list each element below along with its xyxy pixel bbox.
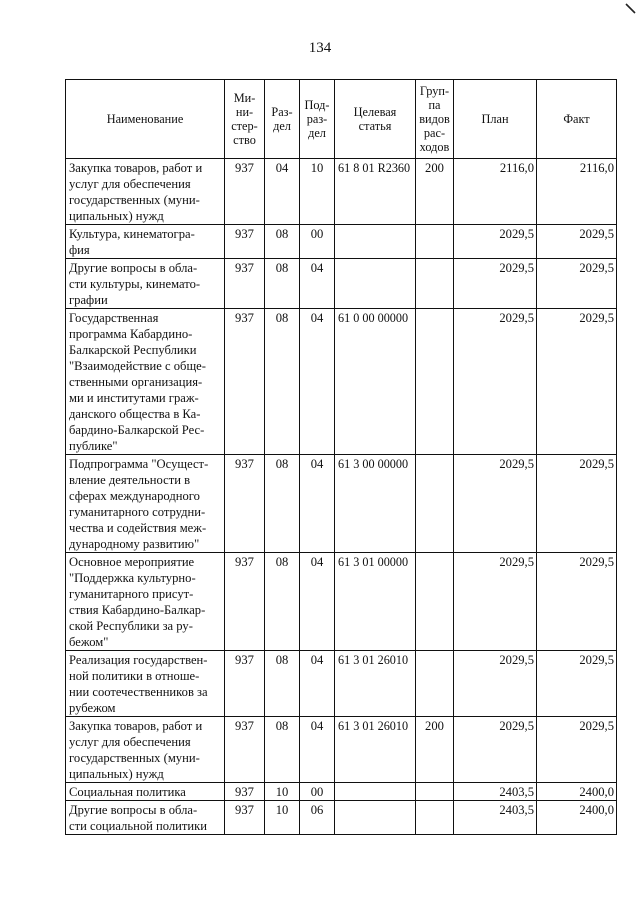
- cell-section: 08: [265, 259, 300, 309]
- cell-name: Реализация государствен- ной политики в отноше- нии соотечественников за рубежом: [66, 651, 225, 717]
- cell-subsection: 04: [300, 455, 335, 553]
- cell-article: 61 3 01 00000: [335, 553, 416, 651]
- cell-plan: 2116,0: [454, 159, 537, 225]
- cell-fact: 2029,5: [537, 309, 617, 455]
- table-row: [66, 801, 617, 835]
- cell-section: 08: [265, 309, 300, 455]
- cell-name: Подпрограмма "Осущест- вление деятельности в сферах международного гуманитарного сотрудни- чества и содействия меж- дународному развитию": [66, 455, 225, 553]
- cell-subsection: 00: [300, 225, 335, 259]
- cell-plan: 2029,5: [454, 225, 537, 259]
- cell-subsection: 04: [300, 717, 335, 783]
- cell-article: 61 3 01 26010: [335, 651, 416, 717]
- cell-name: Основное мероприятие "Поддержка культурно- гуманитарного присут- ствия Кабардино-Балкар- ской Республики за ру- бежом": [66, 553, 225, 651]
- header-section: Раз- дел: [265, 80, 300, 159]
- cell-expense-group: [416, 783, 454, 801]
- table-row: [66, 259, 617, 309]
- cell-name: Социальная политика: [66, 783, 225, 801]
- cell-section: 08: [265, 553, 300, 651]
- scan-corner-mark: [624, 2, 636, 14]
- cell-ministry: 937: [225, 159, 265, 225]
- cell-subsection: 04: [300, 309, 335, 455]
- table-header-row: [66, 80, 617, 159]
- cell-ministry: 937: [225, 783, 265, 801]
- table-row: [66, 717, 617, 783]
- cell-section: 08: [265, 651, 300, 717]
- cell-expense-group: [416, 309, 454, 455]
- cell-section: 10: [265, 783, 300, 801]
- table-row: [66, 553, 617, 651]
- header-ministry: Ми- ни- стер- ство: [225, 80, 265, 159]
- cell-subsection: 10: [300, 159, 335, 225]
- cell-plan: 2029,5: [454, 259, 537, 309]
- cell-article: 61 0 00 00000: [335, 309, 416, 455]
- cell-name: Другие вопросы в обла- сти культуры, кинемато- графии: [66, 259, 225, 309]
- header-plan: План: [454, 80, 537, 159]
- cell-expense-group: [416, 651, 454, 717]
- cell-expense-group: [416, 801, 454, 835]
- cell-ministry: 937: [225, 717, 265, 783]
- cell-plan: 2029,5: [454, 651, 537, 717]
- header-fact: Факт: [537, 80, 617, 159]
- cell-section: 08: [265, 717, 300, 783]
- cell-article: [335, 259, 416, 309]
- header-article: Целевая статья: [335, 80, 416, 159]
- cell-article: [335, 225, 416, 259]
- cell-ministry: 937: [225, 309, 265, 455]
- cell-name: Другие вопросы в обла- сти социальной политики: [66, 801, 225, 835]
- cell-subsection: 04: [300, 259, 335, 309]
- header-expense-group: Груп- па видов рас- ходов: [416, 80, 454, 159]
- cell-plan: 2403,5: [454, 783, 537, 801]
- cell-section: 08: [265, 455, 300, 553]
- table-row: [66, 783, 617, 801]
- cell-subsection: 04: [300, 553, 335, 651]
- table-body: [66, 159, 617, 835]
- cell-plan: 2029,5: [454, 309, 537, 455]
- cell-expense-group: [416, 455, 454, 553]
- cell-plan: 2029,5: [454, 717, 537, 783]
- cell-ministry: 937: [225, 651, 265, 717]
- header-subsection: Под- раз- дел: [300, 80, 335, 159]
- table-row: [66, 159, 617, 225]
- cell-fact: 2029,5: [537, 651, 617, 717]
- cell-ministry: 937: [225, 225, 265, 259]
- table-row: [66, 225, 617, 259]
- cell-name: Закупка товаров, работ и услуг для обеспечения государственных (муни- ципальных) нужд: [66, 159, 225, 225]
- cell-ministry: 937: [225, 455, 265, 553]
- cell-plan: 2403,5: [454, 801, 537, 835]
- cell-subsection: 04: [300, 651, 335, 717]
- cell-article: 61 3 00 00000: [335, 455, 416, 553]
- cell-ministry: 937: [225, 553, 265, 651]
- cell-fact: 2029,5: [537, 455, 617, 553]
- cell-expense-group: [416, 259, 454, 309]
- cell-article: 61 8 01 R2360: [335, 159, 416, 225]
- cell-name: Закупка товаров, работ и услуг для обеспечения государственных (муни- ципальных) нужд: [66, 717, 225, 783]
- cell-fact: 2029,5: [537, 717, 617, 783]
- cell-fact: 2029,5: [537, 553, 617, 651]
- cell-expense-group: [416, 553, 454, 651]
- cell-fact: 2116,0: [537, 159, 617, 225]
- cell-subsection: 06: [300, 801, 335, 835]
- cell-ministry: 937: [225, 801, 265, 835]
- cell-section: 08: [265, 225, 300, 259]
- cell-section: 04: [265, 159, 300, 225]
- header-name: Наименование: [66, 80, 225, 159]
- cell-article: [335, 801, 416, 835]
- cell-fact: 2029,5: [537, 225, 617, 259]
- cell-expense-group: 200: [416, 159, 454, 225]
- page-number: 134: [308, 40, 332, 56]
- table-row: [66, 455, 617, 553]
- cell-fact: 2400,0: [537, 801, 617, 835]
- table-row: [66, 309, 617, 455]
- cell-fact: 2029,5: [537, 259, 617, 309]
- cell-section: 10: [265, 801, 300, 835]
- cell-expense-group: 200: [416, 717, 454, 783]
- budget-table: [65, 79, 617, 835]
- cell-article: 61 3 01 26010: [335, 717, 416, 783]
- cell-name: Культура, кинематогра- фия: [66, 225, 225, 259]
- cell-expense-group: [416, 225, 454, 259]
- cell-subsection: 00: [300, 783, 335, 801]
- cell-ministry: 937: [225, 259, 265, 309]
- cell-fact: 2400,0: [537, 783, 617, 801]
- cell-article: [335, 783, 416, 801]
- table-row: [66, 651, 617, 717]
- cell-plan: 2029,5: [454, 455, 537, 553]
- cell-plan: 2029,5: [454, 553, 537, 651]
- cell-name: Государственная программа Кабардино- Балкарской Республики "Взаимодействие с обще- ственными организация- ми и институтами граж- данского общества в Ка- бардино-Балкарской Рес- публике": [66, 309, 225, 455]
